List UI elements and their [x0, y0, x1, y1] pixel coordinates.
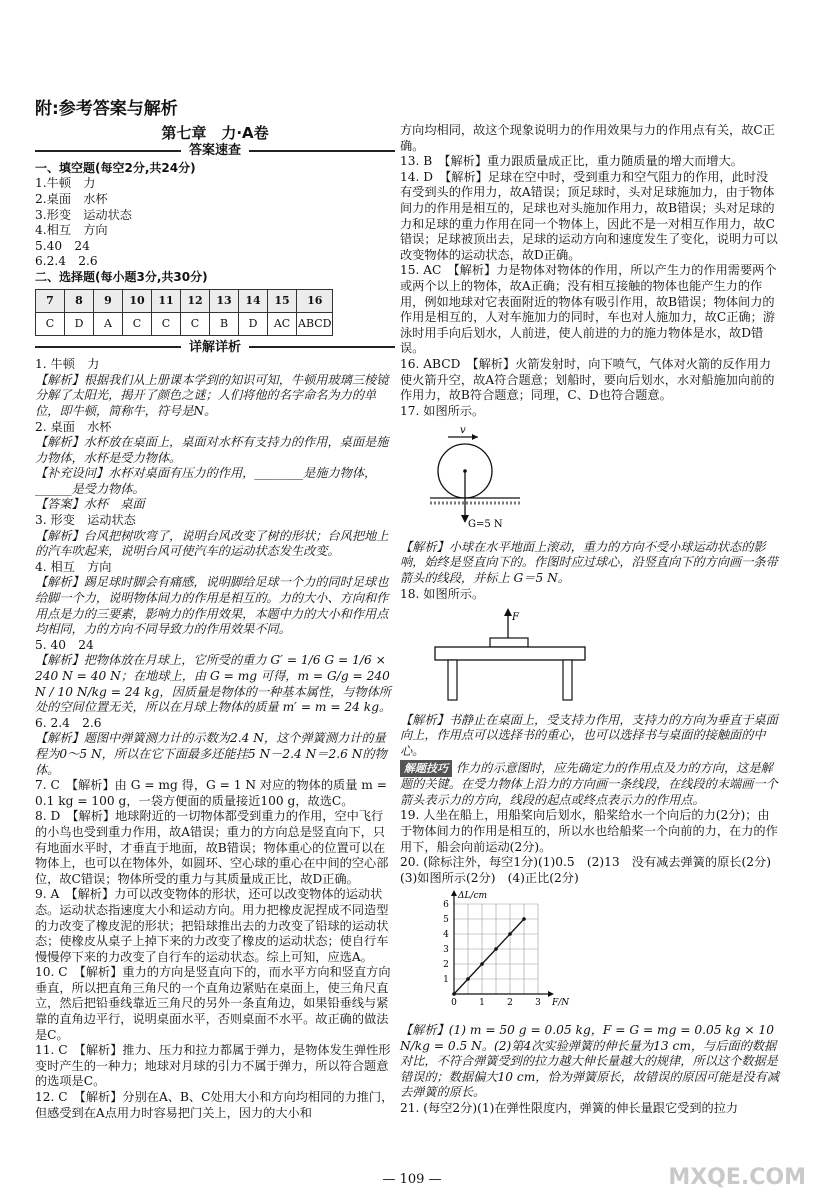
solution-item: 1. 牛顿 力 — [35, 357, 100, 372]
figure-20-chart — [430, 890, 570, 1014]
fill-answer: 2.桌面 水杯 — [35, 191, 108, 206]
x-tick-label: 0 — [451, 998, 457, 1009]
solution-item: 17. 如图所示。 — [400, 403, 485, 418]
y-tick-label: 1 — [443, 975, 449, 986]
x-tick-label: 2 — [507, 998, 513, 1009]
data-point — [452, 993, 456, 997]
watermark: MXQE.COM — [668, 1165, 806, 1190]
x-axis-arrow — [548, 991, 554, 997]
data-point — [466, 978, 470, 982]
fill-answer: 5.40 24 — [35, 238, 90, 253]
y-tick-label: 6 — [443, 900, 449, 911]
solution-item: 20. (除标注外，每空1分)(1)0.5 (2)13 没有减去弹簧的原长(2分) (3)如图所示(2分) (4)正比(2分) — [400, 855, 784, 885]
solution-item: 14. D 【解析】足球在空中时，受到重力和空气阻力的作用，此时没有受到头的作用力，故A错误；顶足球时，头对足球施加力，由于物体间力的作用是相互的，足球也对头施加作用力，故B错误；头对足球的力和足球的重力作用在同一个物体上，因此不是一对相互作用力，故C错误；足球被顶出去，足球的运动方向和速度发生了变化，说明力可以改变物体的运动状态，故D正确。 — [400, 169, 778, 262]
velocity-label: v — [460, 425, 466, 437]
answer-cell: B — [210, 312, 239, 335]
solution-item: 7. C 【解析】由 G = mg 得，G = 1 N 对应的物体的质量 m = 0.1 kg = 100 g，一袋方便面的质量接近100 g，故选C。 — [35, 778, 387, 808]
data-point — [494, 948, 498, 952]
answer-cell: C — [123, 312, 152, 335]
solution-item: 2. 桌面 水杯 — [35, 419, 112, 434]
solution-item: 【解析】(1) m = 50 g = 0.05 kg，F = G = mg = 0.05 kg × 10 N/kg = 0.5 N。(2)第4次实验弹簧的伸长量为13 cm，与后面的数据对比，不符合弹簧受到的拉力越大伸长量越大的规律，所以这个数据是错误的；数据偏大10 cm，恰为弹簧原长，故错误的原因可能是没有减去弹簧的原长。 — [400, 1022, 780, 1100]
detail-bar — [35, 340, 395, 356]
answer-cell: C — [181, 312, 210, 335]
solution-item: 13. B 【解析】重力跟质量成正比，重力随质量的增大而增大。 — [400, 154, 743, 169]
y-axis-label: ΔL/cm — [458, 891, 488, 902]
fill-answer: 3.形变 运动状态 — [35, 207, 132, 222]
solution-item: 6. 2.4 2.6 — [35, 715, 102, 730]
solution-item: 【解析】踢足球时脚会有痛感，说明脚给足球一个力的同时足球也给脚一个力，说明物体间力的作用是相互的。力的大小、方向和作用点是力的三要素，影响力的作用效果，本题中力的大小和作用点均相同，力的方向不同导致力的作用效果不同。 — [35, 575, 389, 637]
question-number: 14 — [239, 289, 268, 312]
solution-item: 【解析】小球在水平地面上滚动，重力的方向不受小球运动状态的影响，始终是竖直向下的。作图时应过球心，沿竖直向下的方向画一条带箭头的线段，并标上 G＝5 N。 — [400, 539, 778, 586]
solution-item: 21. (每空2分)(1)在弹性限度内，弹簧的伸长量跟它受到的拉力 — [400, 1100, 739, 1115]
solution-item: 【解析】书静止在桌面上，受支持力作用，支持力的方向为垂直于桌面向上，作用点可以选择书的重心，也可以选择书与桌面的接触面的中心。 — [400, 712, 778, 759]
fill-answer: 4.相互 方向 — [35, 223, 108, 238]
solution-item: 3. 形变 运动状态 — [35, 513, 136, 528]
answer-cell: D — [65, 312, 94, 335]
question-number: 11 — [152, 289, 181, 312]
detail-title: 详解详析 — [189, 339, 242, 355]
solution-item: 18. 如图所示。 — [400, 586, 485, 601]
question-number: 16 — [297, 289, 333, 312]
y-tick-label: 4 — [443, 930, 449, 941]
solution-item: 9. A 【解析】力可以改变物体的形状，还可以改变物体的运动状态。运动状态指速度大小和运动方向。用力把橡皮泥捏成不同造型的力改变了橡皮泥的形状；把铅球推出去的力改变了铅球的运动状态；使橡皮从桌子上掉下来的力改变了橡皮的运动状态；使自行车慢慢停下来的力改变了自行车的运动状态。综上可知，应选A。 — [35, 887, 389, 964]
solution-item: 【解析】把物体放在月球上，它所受的重力 G′ = 1/6 G = 1/6 × 240 N = 40 N；在地球上，由 G = mg 可得，m = G/g = 240 N / 10 N/kg = 24 kg，因质量是物体的一种基本属性，与物体所处的空间位置无关，所以在月球上物体的质量 m′ = m = 24 kg。 — [35, 653, 392, 715]
figure-18-book-on-table — [430, 606, 600, 704]
fill-heading: 一、填空题(每空2分,共24分) — [35, 160, 196, 175]
left-column — [35, 100, 395, 1121]
question-number: 13 — [210, 289, 239, 312]
figure-17-rolling-ball — [430, 423, 550, 531]
right-column — [400, 123, 784, 1117]
solution-item: 【补充设问】水杯对桌面有压力的作用，________是施力物体，______是受力物体。 — [35, 466, 377, 496]
answer-cell: C — [36, 312, 65, 335]
tip-label: 解题技巧 — [400, 760, 452, 778]
question-number: 12 — [181, 289, 210, 312]
answer-table-answers — [36, 312, 333, 335]
tip-text: 作力的示意图时，应先确定力的作用点及力的方向，这是解题的关键。在受力物体上沿力的方向画一条线段，在线段的末端画一个箭头表示力的方向，线段的起点或终点表示力的作用点。 — [400, 760, 778, 807]
series-line — [454, 919, 524, 994]
solution-item: 【答案】水杯 桌面 — [35, 497, 145, 512]
gravity-label: G=5 N — [468, 519, 503, 531]
data-point — [522, 918, 526, 922]
solution-item: 12. C 【解析】分别在A、B、C处用大小和方向均相同的力推门，但感受到在A点用力时容易把门关上，因力的大小和 — [35, 1090, 394, 1120]
data-point — [480, 963, 484, 967]
answer-cell: C — [152, 312, 181, 335]
quick-answer-title: 答案速查 — [189, 143, 242, 159]
quick-answer-bar — [35, 143, 395, 159]
solution-item: 16. ABCD 【解析】火箭发射时，向下喷气，气体对火箭的反作用力使火箭升空，故A符合题意；划船时，要向后划水，水对船施加向前的作用力，故B符合题意；同理，C、D也符合题意。 — [400, 356, 775, 403]
solution-item: 19. 人坐在船上，用船桨向后划水，船桨给水一个向后的力(2分)；由于物体间力的作用是相互的，所以水也给船桨一个向前的力，在力的作用下，船会向前运动(2分)。 — [400, 808, 778, 854]
x-tick-label: 1 — [479, 998, 485, 1009]
question-number: 8 — [65, 289, 94, 312]
question-number: 15 — [268, 289, 297, 312]
solution-item: 10. C 【解析】重力的方向是竖直向下的，而水平方向和竖直方向垂直，所以把直角三角尺的一个直角边紧贴在桌面上，使三角尺直立，然后把铅垂线靠近三角尺的另外一条直角边，如果铅垂线与紧靠的直角边平行，说明桌面水平，否则桌面不水平。故正确的做法是C。 — [35, 965, 391, 1042]
solution-item: 【解析】台风把树吹弯了，说明台风改变了树的形状；台风把地上的汽车吹起来，说明台风可使汽车的运动状态发生改变。 — [35, 528, 389, 559]
y-tick-label: 2 — [443, 960, 449, 971]
solution-item: 4. 相互 方向 — [35, 559, 112, 574]
solution-item: 方向均相同，故这个现象说明力的作用效果与力的作用点有关，故C正确。 — [400, 123, 775, 153]
answer-cell: D — [239, 312, 268, 335]
support-force-label: F — [512, 612, 519, 624]
chapter-title: 第七章 力·A卷 — [161, 123, 269, 142]
solution-item: 11. C 【解析】推力、压力和拉力都属于弹力，是物体发生弹性形变时产生的一种力；地球对月球的引力不属于弹力，所以符合题意的选项是C。 — [35, 1043, 391, 1089]
solution-item: 15. AC 【解析】力是物体对物体的作用，所以产生力的作用需要两个或两个以上的物体，故A正确；没有相互接触的物体也能产生力的作用，例如地球对它表面附近的物体有吸引作用，故B错误；物体间力的作用是相互的，人对车施加力的同时，车也对人施加力，故C正确；游泳时用手向后划水，人前进，使人前进的力的施力物体是水，故D错误。 — [400, 263, 777, 356]
solution-item: 5. 40 24 — [35, 637, 94, 652]
answer-cell: A — [94, 312, 123, 335]
fill-answer: 1.牛顿 力 — [35, 176, 96, 191]
y-tick-label: 5 — [443, 915, 449, 926]
part-title: 附:参考答案与解析 — [35, 99, 178, 119]
fill-answer: 6.2.4 2.6 — [35, 254, 98, 269]
answer-table — [35, 289, 333, 336]
data-point — [508, 933, 512, 937]
answer-table-numbers — [36, 289, 333, 312]
page-number: — 109 — — [382, 1172, 442, 1187]
solution-item: 【解析】根据我们从上册课本学到的知识可知，牛顿用玻璃三棱镜分解了太阳光，揭开了颜色之谜；人们将他的名字命名为力的单位，即牛顿，简称牛，符号是N。 — [35, 372, 389, 418]
answer-cell: AC — [268, 312, 297, 335]
tip-paragraph — [400, 760, 780, 809]
solution-item: 【解析】题图中弹簧测力计的示数为2.4 N，这个弹簧测力计的量程为0～5 N，所以在它下面最多还能挂5 N－2.4 N＝2.6 N的物体。 — [35, 731, 387, 777]
x-tick-label: 3 — [535, 998, 541, 1009]
choice-heading: 二、选择题(每小题3分,共30分) — [35, 269, 208, 284]
x-axis-label: F/N — [552, 998, 570, 1009]
question-number: 9 — [94, 289, 123, 312]
question-number: 10 — [123, 289, 152, 312]
y-axis-arrow — [451, 890, 457, 896]
y-tick-label: 3 — [443, 945, 449, 956]
question-number: 7 — [36, 289, 65, 312]
solution-item: 8. D 【解析】地球附近的一切物体都受到重力的作用，空中飞行的小鸟也受到重力作用，故A错误；重力的方向总是竖直向下，只有地面水平时，才垂直于地面，故B错误；物体重心的位置可以在物体上，也可以在物体外，如圆环、空心球的重心在中间的空心部位，故C错误；物体所受的重力与其质量成正比，故D正确。 — [35, 809, 389, 886]
solution-item: 【解析】水杯放在桌面上，桌面对水杯有支持力的作用，桌面是施力物体，水杯是受力物体。 — [35, 435, 389, 465]
answer-cell: ABCD — [297, 312, 333, 335]
